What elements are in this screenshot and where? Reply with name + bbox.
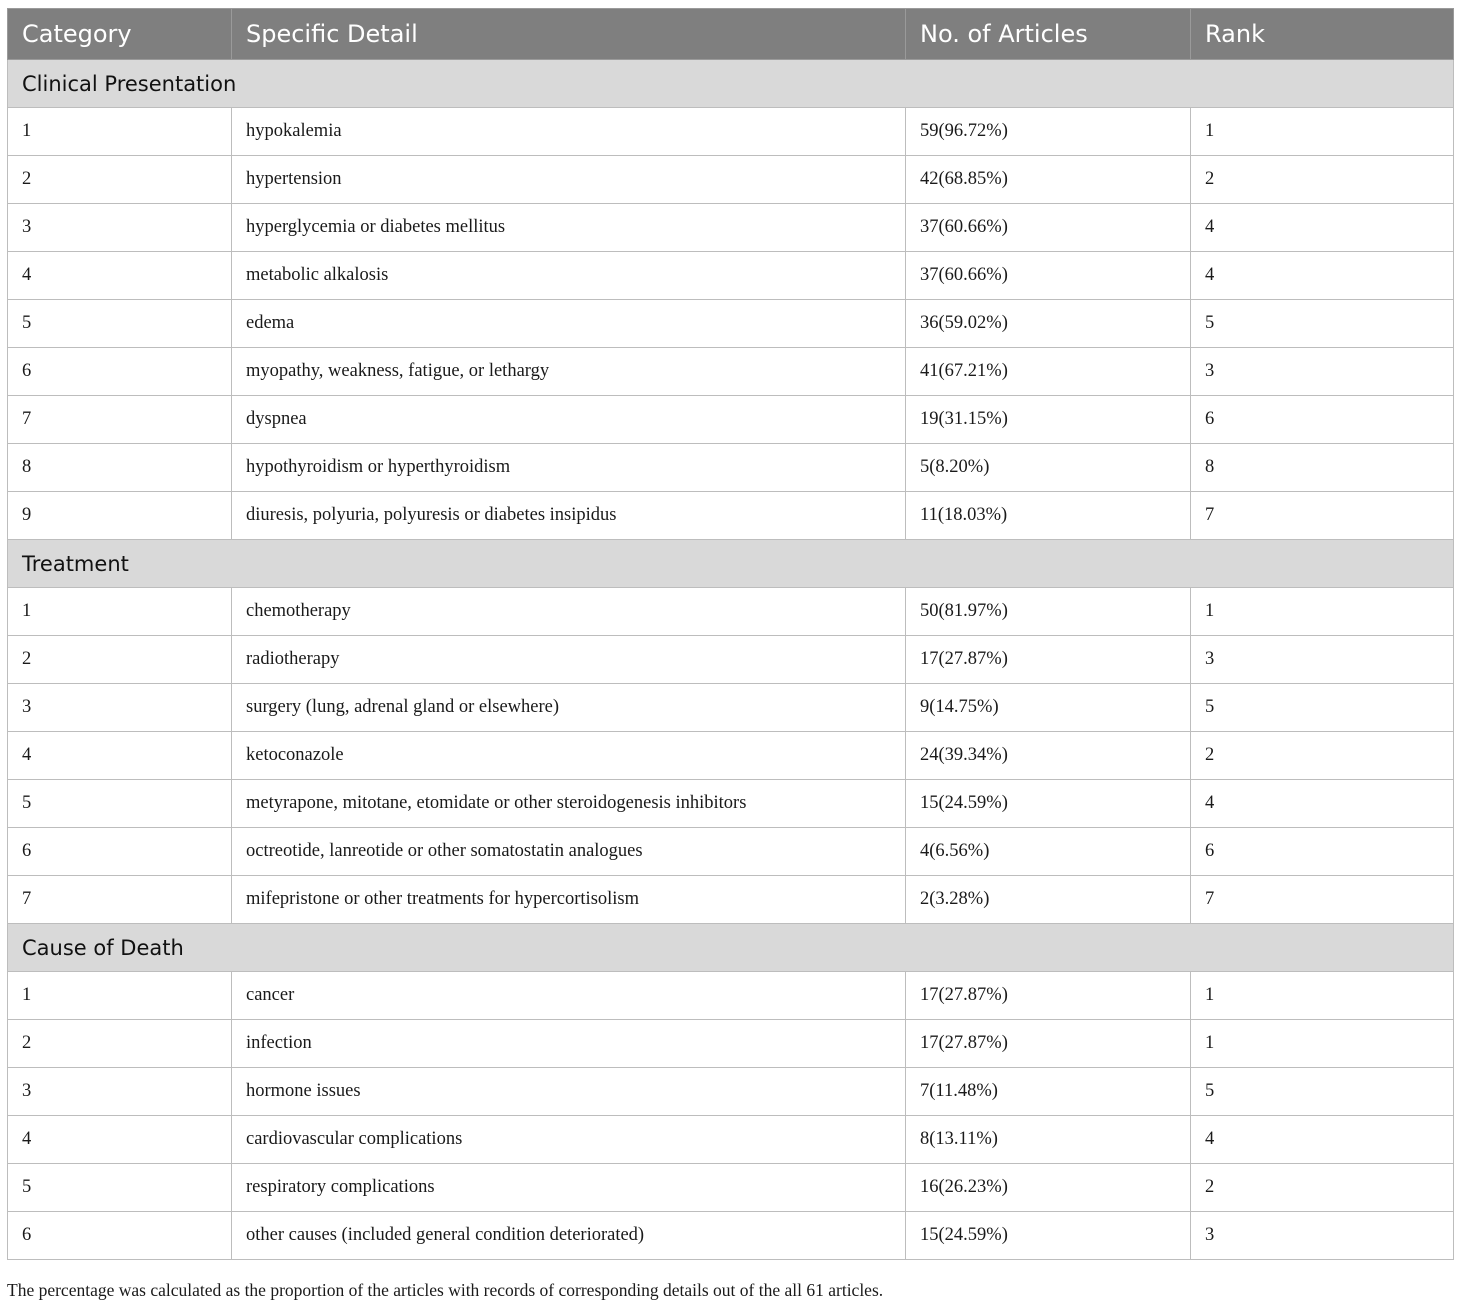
- table-row: [8, 348, 1454, 396]
- cell-rank: 6: [1191, 828, 1454, 876]
- table-row: [8, 156, 1454, 204]
- table-row: [8, 108, 1454, 156]
- cell-category-number: 1: [8, 588, 232, 636]
- cell-rank: 2: [1191, 156, 1454, 204]
- table-row: [8, 876, 1454, 924]
- cell-category-number: 1: [8, 108, 232, 156]
- table-row: [8, 972, 1454, 1020]
- cell-specific-detail: metabolic alkalosis: [232, 252, 906, 300]
- table-row: [8, 780, 1454, 828]
- cell-specific-detail: diuresis, polyuria, polyuresis or diabetes insipidus: [232, 492, 906, 540]
- cell-specific-detail: hypothyroidism or hyperthyroidism: [232, 444, 906, 492]
- cell-rank: 7: [1191, 876, 1454, 924]
- cell-category-number: 3: [8, 204, 232, 252]
- cell-specific-detail: cancer: [232, 972, 906, 1020]
- table-row: [8, 732, 1454, 780]
- cell-no-of-articles: 19(31.15%): [906, 396, 1191, 444]
- section-row: [8, 60, 1454, 108]
- cell-specific-detail: edema: [232, 300, 906, 348]
- cell-category-number: 9: [8, 492, 232, 540]
- cell-specific-detail: surgery (lung, adrenal gland or elsewhere): [232, 684, 906, 732]
- cell-category-number: 6: [8, 1212, 232, 1260]
- cell-specific-detail: mifepristone or other treatments for hypercortisolism: [232, 876, 906, 924]
- cell-rank: 5: [1191, 300, 1454, 348]
- cell-no-of-articles: 59(96.72%): [906, 108, 1191, 156]
- cell-specific-detail: dyspnea: [232, 396, 906, 444]
- cell-category-number: 2: [8, 636, 232, 684]
- cell-category-number: 7: [8, 396, 232, 444]
- cell-specific-detail: infection: [232, 1020, 906, 1068]
- cell-rank: 2: [1191, 1164, 1454, 1212]
- data-table-container: [7, 8, 1453, 1260]
- cell-no-of-articles: 17(27.87%): [906, 636, 1191, 684]
- cell-rank: 1: [1191, 1020, 1454, 1068]
- section-row: [8, 924, 1454, 972]
- table-footnote: The percentage was calculated as the proportion of the articles with records of corresponding details out of the all 61 articles.: [7, 1280, 884, 1300]
- section-title: Cause of Death: [8, 924, 1454, 972]
- cell-specific-detail: myopathy, weakness, fatigue, or lethargy: [232, 348, 906, 396]
- cell-rank: 3: [1191, 1212, 1454, 1260]
- cell-no-of-articles: 15(24.59%): [906, 780, 1191, 828]
- cell-no-of-articles: 8(13.11%): [906, 1116, 1191, 1164]
- cell-category-number: 7: [8, 876, 232, 924]
- table-row: [8, 252, 1454, 300]
- cell-category-number: 4: [8, 732, 232, 780]
- cell-category-number: 5: [8, 1164, 232, 1212]
- cell-specific-detail: ketoconazole: [232, 732, 906, 780]
- cell-category-number: 1: [8, 972, 232, 1020]
- cell-specific-detail: hyperglycemia or diabetes mellitus: [232, 204, 906, 252]
- cell-category-number: 5: [8, 780, 232, 828]
- cell-no-of-articles: 7(11.48%): [906, 1068, 1191, 1116]
- cell-specific-detail: octreotide, lanreotide or other somatostatin analogues: [232, 828, 906, 876]
- cell-category-number: 3: [8, 684, 232, 732]
- table-row: [8, 204, 1454, 252]
- table-body: [8, 60, 1454, 1260]
- table-row: [8, 444, 1454, 492]
- table-row: [8, 1212, 1454, 1260]
- cell-category-number: 2: [8, 156, 232, 204]
- cell-category-number: 6: [8, 828, 232, 876]
- cell-rank: 2: [1191, 732, 1454, 780]
- cell-specific-detail: hypertension: [232, 156, 906, 204]
- table-row: [8, 300, 1454, 348]
- table-row: [8, 828, 1454, 876]
- cell-specific-detail: radiotherapy: [232, 636, 906, 684]
- cell-no-of-articles: 24(39.34%): [906, 732, 1191, 780]
- cell-rank: 8: [1191, 444, 1454, 492]
- cell-specific-detail: metyrapone, mitotane, etomidate or other steroidogenesis inhibitors: [232, 780, 906, 828]
- cell-no-of-articles: 16(26.23%): [906, 1164, 1191, 1212]
- cell-rank: 5: [1191, 684, 1454, 732]
- cell-rank: 4: [1191, 204, 1454, 252]
- cell-rank: 5: [1191, 1068, 1454, 1116]
- cell-no-of-articles: 5(8.20%): [906, 444, 1191, 492]
- column-header-category: Category: [8, 9, 232, 60]
- cell-specific-detail: chemotherapy: [232, 588, 906, 636]
- cell-rank: 4: [1191, 780, 1454, 828]
- table-row: [8, 588, 1454, 636]
- cell-rank: 6: [1191, 396, 1454, 444]
- cell-no-of-articles: 15(24.59%): [906, 1212, 1191, 1260]
- cell-specific-detail: hypokalemia: [232, 108, 906, 156]
- cell-no-of-articles: 42(68.85%): [906, 156, 1191, 204]
- cell-rank: 7: [1191, 492, 1454, 540]
- cell-no-of-articles: 4(6.56%): [906, 828, 1191, 876]
- section-row: [8, 540, 1454, 588]
- cell-specific-detail: cardiovascular complications: [232, 1116, 906, 1164]
- cell-category-number: 4: [8, 252, 232, 300]
- cell-no-of-articles: 2(3.28%): [906, 876, 1191, 924]
- cell-rank: 3: [1191, 636, 1454, 684]
- cell-no-of-articles: 41(67.21%): [906, 348, 1191, 396]
- data-table: [7, 8, 1454, 1260]
- cell-no-of-articles: 11(18.03%): [906, 492, 1191, 540]
- cell-no-of-articles: 17(27.87%): [906, 1020, 1191, 1068]
- cell-no-of-articles: 37(60.66%): [906, 204, 1191, 252]
- cell-rank: 4: [1191, 1116, 1454, 1164]
- cell-category-number: 4: [8, 1116, 232, 1164]
- section-title: Treatment: [8, 540, 1454, 588]
- cell-no-of-articles: 50(81.97%): [906, 588, 1191, 636]
- table-row: [8, 1116, 1454, 1164]
- table-header: [8, 9, 1454, 60]
- cell-category-number: 6: [8, 348, 232, 396]
- cell-rank: 4: [1191, 252, 1454, 300]
- cell-category-number: 5: [8, 300, 232, 348]
- header-row: [8, 9, 1454, 60]
- cell-rank: 1: [1191, 108, 1454, 156]
- table-row: [8, 492, 1454, 540]
- cell-rank: 1: [1191, 972, 1454, 1020]
- table-row: [8, 636, 1454, 684]
- cell-category-number: 2: [8, 1020, 232, 1068]
- cell-specific-detail: other causes (included general condition deteriorated): [232, 1212, 906, 1260]
- cell-category-number: 8: [8, 444, 232, 492]
- cell-specific-detail: hormone issues: [232, 1068, 906, 1116]
- table-row: [8, 396, 1454, 444]
- table-row: [8, 684, 1454, 732]
- cell-no-of-articles: 37(60.66%): [906, 252, 1191, 300]
- cell-rank: 3: [1191, 348, 1454, 396]
- column-header-specific-detail: Specific Detail: [232, 9, 906, 60]
- table-row: [8, 1164, 1454, 1212]
- table-row: [8, 1068, 1454, 1116]
- cell-category-number: 3: [8, 1068, 232, 1116]
- cell-no-of-articles: 17(27.87%): [906, 972, 1191, 1020]
- cell-rank: 1: [1191, 588, 1454, 636]
- cell-specific-detail: respiratory complications: [232, 1164, 906, 1212]
- cell-no-of-articles: 9(14.75%): [906, 684, 1191, 732]
- section-title: Clinical Presentation: [8, 60, 1454, 108]
- column-header-no-of-articles: No. of Articles: [906, 9, 1191, 60]
- column-header-rank: Rank: [1191, 9, 1454, 60]
- cell-no-of-articles: 36(59.02%): [906, 300, 1191, 348]
- table-row: [8, 1020, 1454, 1068]
